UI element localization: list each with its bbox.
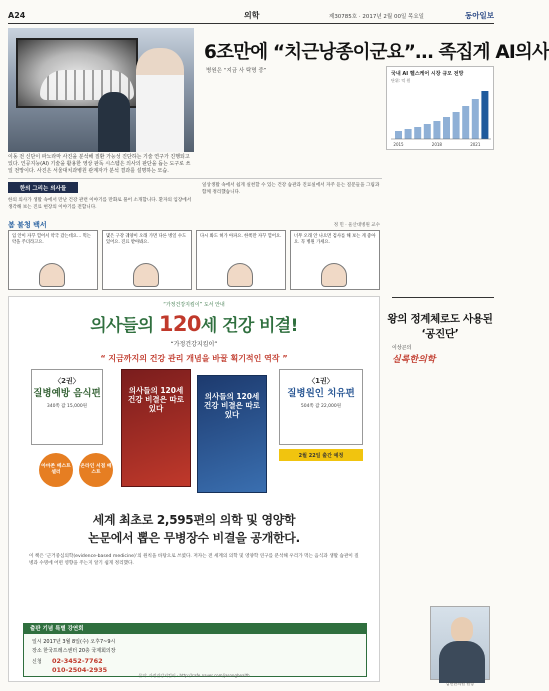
speech-bubble: 입 안이 자꾸 헐어서 약국 갔는데요… 먹는 약을 주더라고요. [12,234,91,245]
book-number: 〈1권〉 [308,377,334,385]
ad-tagline: “ 지금까지의 건강 관리 개념을 바꿀 획기적인 역작 ” [100,354,288,363]
ad-headline [9,311,379,336]
story-byline: 병원은 “지금 사 탁명 중” [206,68,267,74]
ad-contact[interactable]: 문의: 가정건강지킴이 · http://cafe.naver.com/jasonghealth [138,673,250,678]
chart-tick-label: 2015 [393,142,404,147]
ad-headline-b: 세 건강 비결! [200,316,298,336]
order-phone-1[interactable]: 02-3452-7762 [52,657,103,665]
chart-bar [481,91,488,139]
main-photo [8,28,194,152]
section-intro: 한의 의사가 생활 속에서 만난 건강 관련 이야기를 만화로 풀어 소개합니다. 환자의 입장에서 생각해 보는 진료 현장의 이야기를 전합니다. [8,198,192,210]
order-row: 장소 한국프레스센터 20층 국제회의장 [32,648,116,654]
chart-bar [443,117,450,139]
cartoon-panel [8,230,98,290]
cover-title: 의사들의 120세 건강 비결은 따로 있다 [128,386,184,413]
ad-claim-line-1: 세계 최초로 2,595편의 의학 및 영양학 [92,513,296,527]
book-volume-1[interactable] [279,369,363,445]
book-price: 340쪽 값 15,000원 [46,404,88,409]
main-photo-caption: 이동 전 신단이 파노라마 사진을 분석해 질환 가능성 진단하는 기술 연구가 진행되고 있다. 인공지능(AI) 기술을 활용한 영상 판독 시스템은 의사의 판단을 돕는 도구로 쓰일 전망이다. 사진은 서울대치과병원 관계자가 분석 결과를 설명하는 모습. [8,154,191,174]
order-phone-label: 신청 [32,659,42,665]
ad-subtitle: “가정건강지킴이” [170,341,218,348]
page-header [8,8,494,24]
cartoon-strip [8,220,380,292]
cartoon-title: 봄 불청 백서 [8,221,47,229]
ad-claim-line-2: 논문에서 뽑은 무병장수 비결을 공개한다. [88,531,300,545]
story2-column-3 [386,606,426,686]
issue-meta: 제30785호 · 2017년 2월 00일 목요일 [329,14,424,20]
chart-title: 국내 AI 헬스케어 시장 규모 전망 [391,71,464,77]
cartoon-panel [102,230,192,290]
release-stamp: 2월 22일 출간 예정 [279,449,363,461]
story-column-1 [204,76,290,180]
chart-bar [424,124,431,139]
story-column-2 [296,76,382,180]
photo-person-right [136,48,184,152]
character-icon [321,263,347,287]
book-title: 질병예방 음식편 [33,388,101,399]
book-advertisement[interactable] [8,296,380,682]
book-title: 질병원인 치유편 [287,388,355,399]
online-badge: 온라인 서점 베스트 [79,453,113,487]
story-column-3 [386,154,494,294]
portrait-caption: 갑산한의원 원장 [445,681,475,686]
book-cover-2[interactable] [197,375,267,493]
page-number: A24 [8,11,26,20]
cartoon-credit: 정 민 · 울산대병원 교수 [333,223,380,228]
chart-bar [395,131,402,139]
section-tag: 한의 그리는 의사들 [8,182,78,193]
cartoon-panel [290,230,380,290]
chart-bar [414,127,421,139]
section-intro-2: 일상생활 속에서 쉽게 실천할 수 있는 건강 습관과 진료실에서 자주 듣는 질문들을 그림과 함께 정리했습니다. [202,183,380,195]
chart-bar [462,106,469,139]
story2-headline[interactable]: 왕의 정계체로도 사용된 ‘공진단’ [387,313,493,340]
ad-headline-number: 120 [158,312,201,336]
market-chart [386,66,494,150]
chart-subtitle: 단위: 억 원 [391,78,411,83]
speech-bubble: 몇은 구강 궤양이 오래 가면 다른 병일 수도 있어요. 진료 받아봐요. [106,234,187,245]
section-name: 의학 [244,11,260,20]
chart-tick-label: 2018 [431,142,442,147]
order-row: 일시 2017년 3월 8일(수) 오후7~9시 [32,639,116,645]
book-price: 504쪽 값 22,000원 [300,404,342,409]
column-title: 실록한의학 [392,355,436,365]
cover-title: 의사들의 120세 건강 비결은 따로 있다 [204,392,260,419]
portrait-body [439,641,485,683]
ad-publisher: “가정건강지킴이” 도서 안내 [163,302,225,308]
divider [8,178,382,179]
chart-bar [453,112,460,139]
chart-bar [472,99,479,139]
character-icon [227,263,253,287]
ad-quote: 이 책은 ‘근거중심의학(evidence-based medicine)’의 원칙을 바탕으로 쓰였다. 저자는 전 세계의 의학 및 영양학 연구를 분석해 우리가 먹는 음식과 생활 습관이 질병과 수명에 어떤 영향을 주는지 알기 쉽게 정리했다. [29,554,359,566]
character-icon [39,263,65,287]
column-label: 이상곤의 [392,345,412,351]
portrait-head [451,617,473,643]
order-phone-2[interactable]: 010-2504-2935 [52,666,108,674]
book-number: 〈2권〉 [54,377,80,385]
chart-tick-label: 2021 [470,142,481,147]
bestseller-badge: 아마존 베스트셀러 [39,453,73,487]
story2-column-1 [386,368,436,602]
chart-bar [433,121,440,139]
ad-headline-a: 의사들의 [90,316,159,336]
chart-plot [387,83,493,149]
chart-bar [405,129,412,139]
book-cover-1[interactable] [121,369,191,487]
story-headline[interactable]: 6조만에 “치근낭종이군요”… 족집게 AI의사 [204,42,549,63]
divider [392,297,494,307]
photo-person-left [98,92,130,152]
character-icon [133,263,159,287]
speech-bubble: 다시 봐도 혀가 아파요. 한쪽만 자꾸 헐어요. [200,234,282,239]
author-portrait [430,606,490,680]
speech-bubble: 너무 오래 안 나으면 검사를 해 보는 게 좋아요. 꼭 병원 가세요. [294,234,376,245]
order-title: 출판 기념 특별 강연회 [24,624,366,634]
book-volume-2[interactable] [31,369,103,445]
story2-column-2 [442,328,494,602]
order-box[interactable] [23,623,367,677]
cartoon-panel [196,230,286,290]
newspaper-logo[interactable]: 동아일보 [465,11,494,20]
